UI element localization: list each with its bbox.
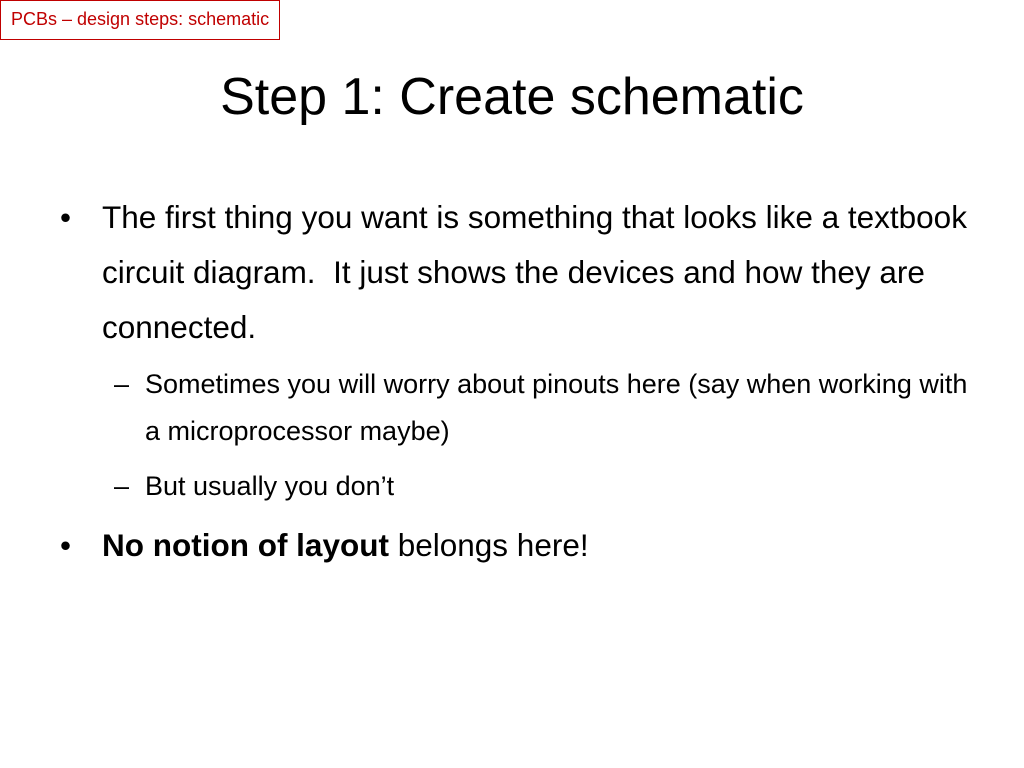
sub-bullet-list [114,361,970,510]
sub-bullet-text: Sometimes you will worry about pinouts here (say when working with a microprocessor maybe) [145,369,968,446]
dash-icon: – [114,471,130,501]
slide-content [60,190,976,579]
bullet-text: belongs here! [388,527,589,563]
bullet-item [60,190,976,355]
bullet-text: The first thing you want is something that looks like a textbook circuit diagram. It just shows the devices and how they are connected. [102,199,976,345]
bullet-item [60,518,970,573]
bullet-dot-icon: • [60,199,72,235]
section-tag: PCBs – design steps: schematic [0,0,280,40]
bullet-bold-text: No notion of layout [102,527,389,563]
dash-icon: – [114,369,130,399]
bullet-dot-icon: • [60,527,72,563]
slide-title: Step 1: Create schematic [220,68,804,126]
sub-bullet-item [114,361,970,455]
sub-bullet-text: But usually you don’t [145,471,395,501]
sub-bullet-item [114,463,970,510]
